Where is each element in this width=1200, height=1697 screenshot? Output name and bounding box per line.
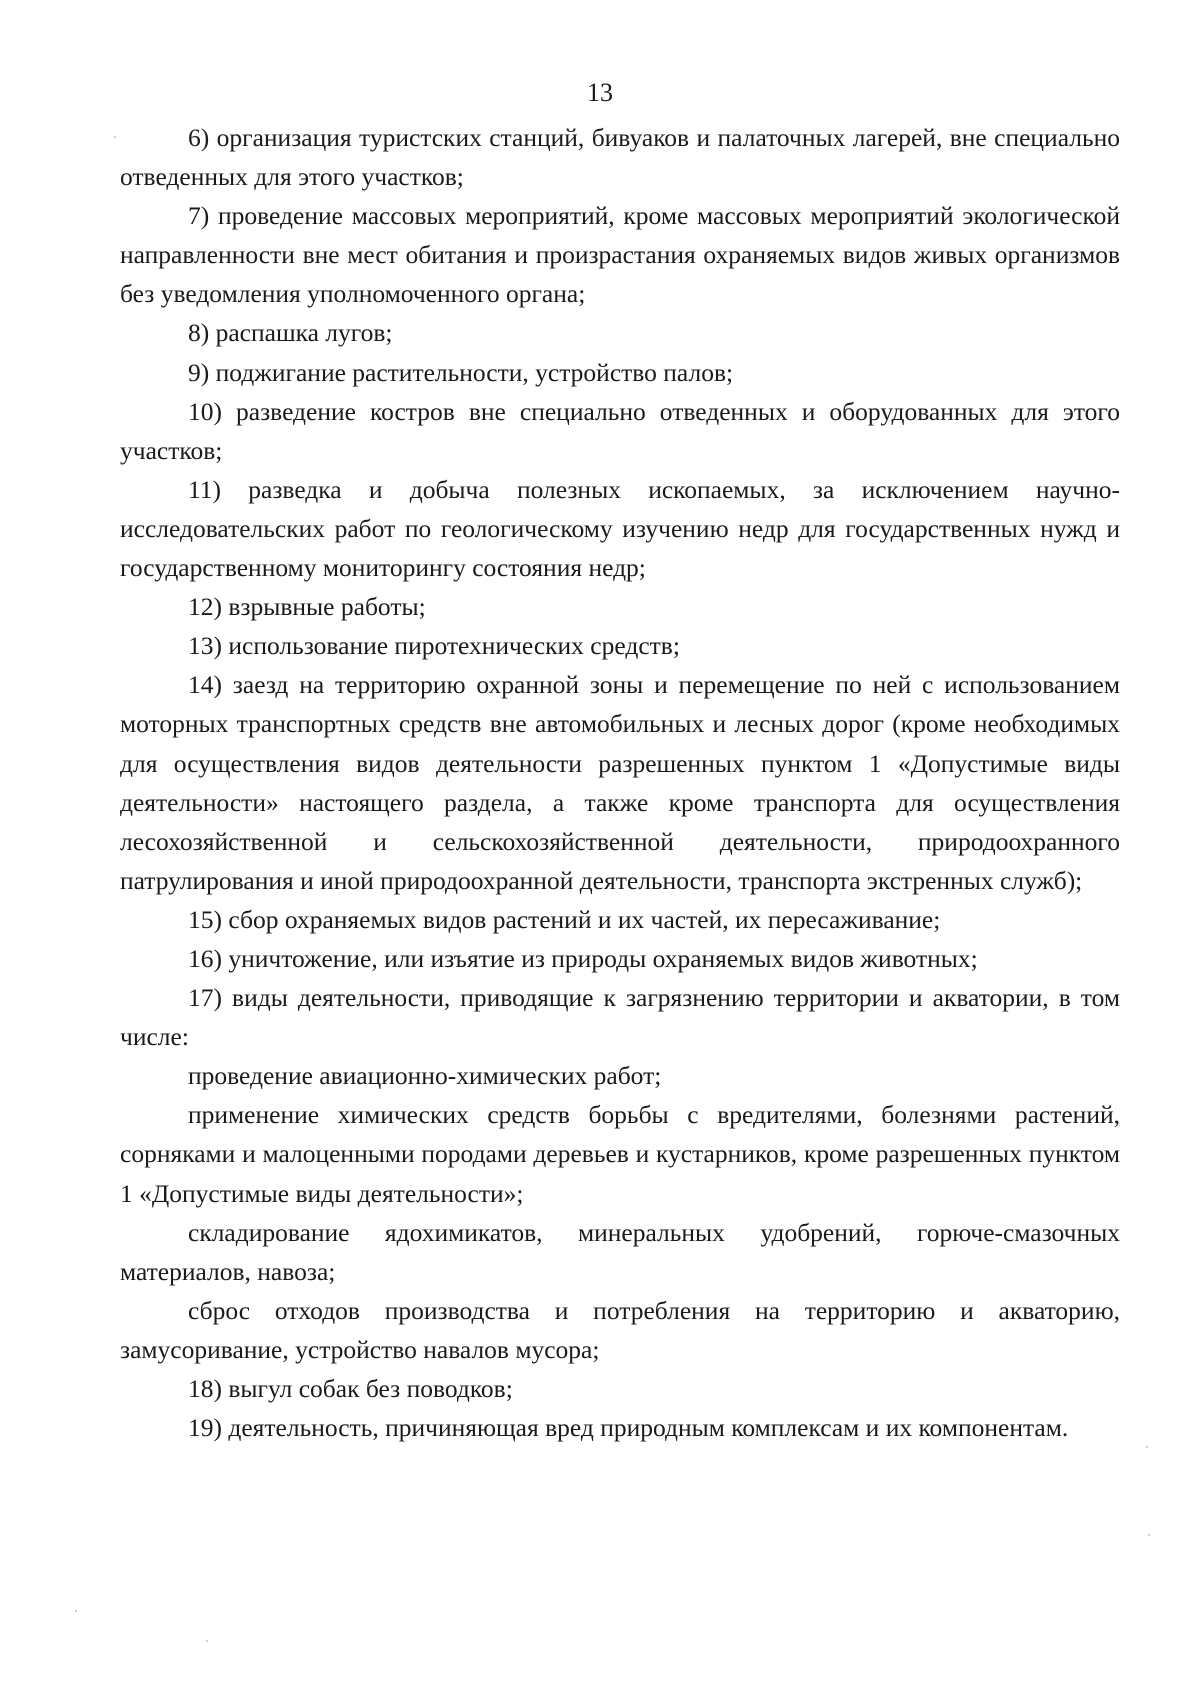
scan-speck bbox=[1146, 1446, 1148, 1448]
page-number: 13 bbox=[587, 78, 613, 107]
paragraph-item-16: 16) уничтожение, или изъятие из природы охраняемых видов животных; bbox=[188, 943, 978, 973]
paragraph-item-14: 14) заезд на территорию охранной зоны и перемещение по ней с использованием моторных транспортных средств вне автомобильных и лесных дорог (кроме необходимых для осуществления видов деятельности разрешенных пунктом 1 «Допустимые виды деятельности» настоящего раздела, а также кроме транспорта для осуществления лесохозяйственной и сельскохозяйственной деятельности, природоохранного патрулирования и иной природоохранной деятельности, транспорта экстренных служб); bbox=[120, 670, 1120, 895]
paragraph-item-13: 13) использование пиротехнических средств; bbox=[188, 631, 680, 661]
paragraph-item-7: 7) проведение массовых мероприятий, кроме массовых мероприятий экологической направленности вне мест обитания и произрастания охраняемых видов живых организмов без уведомления уполномоченного органа; bbox=[120, 201, 1120, 309]
scan-speck bbox=[1148, 1534, 1150, 1536]
paragraph-subitem-storage: складирование ядохимикатов, минеральных удобрений, горюче-смазочных материалов, навоза; bbox=[120, 1217, 1120, 1286]
paragraph-subitem-aviation: проведение авиационно-химических работ; bbox=[188, 1061, 662, 1091]
paragraph-item-8: 8) распашка лугов; bbox=[188, 318, 393, 348]
paragraph-item-15: 15) сбор охраняемых видов растений и их частей, их пересаживание; bbox=[188, 904, 941, 934]
body-text bbox=[120, 118, 1120, 1447]
paragraph-item-19: 19) деятельность, причиняющая вред природным комплексам и их компонентам. bbox=[188, 1413, 1069, 1443]
scan-speck bbox=[75, 1610, 77, 1612]
paragraph-item-18: 18) выгул собак без поводков; bbox=[188, 1374, 513, 1403]
scan-speck bbox=[206, 1640, 208, 1642]
paragraph-item-6: 6) организация туристских станций, бивуаков и палаточных лагерей, вне специально отведенных для этого участков; bbox=[120, 123, 1120, 192]
paragraph-item-10: 10) разведение костров вне специально отведенных и оборудованных для этого участков; bbox=[120, 396, 1120, 465]
paragraph-item-11: 11) разведка и добыча полезных ископаемых, за исключением научно-исследовательских работ по геологическому изучению недр для государственных нужд и государственному мониторингу состояния недр; bbox=[120, 474, 1120, 583]
paragraph-item-17: 17) виды деятельности, приводящие к загрязнению территории и акватории, в том числе: bbox=[120, 983, 1120, 1052]
paragraph-subitem-waste: сброс отходов производства и потребления на территорию и акваторию, замусоривание, устройство навалов мусора; bbox=[120, 1295, 1120, 1364]
paragraph-subitem-chemicals: применение химических средств борьбы с вредителями, болезнями растений, сорняками и малоценными породами деревьев и кустарников, кроме разрешенных пунктом 1 «Допустимые виды деятельности»; bbox=[120, 1100, 1120, 1208]
scan-speck bbox=[114, 136, 116, 138]
paragraph-item-12: 12) взрывные работы; bbox=[188, 592, 426, 622]
paragraph-item-9: 9) поджигание растительности, устройство палов; bbox=[188, 357, 734, 387]
